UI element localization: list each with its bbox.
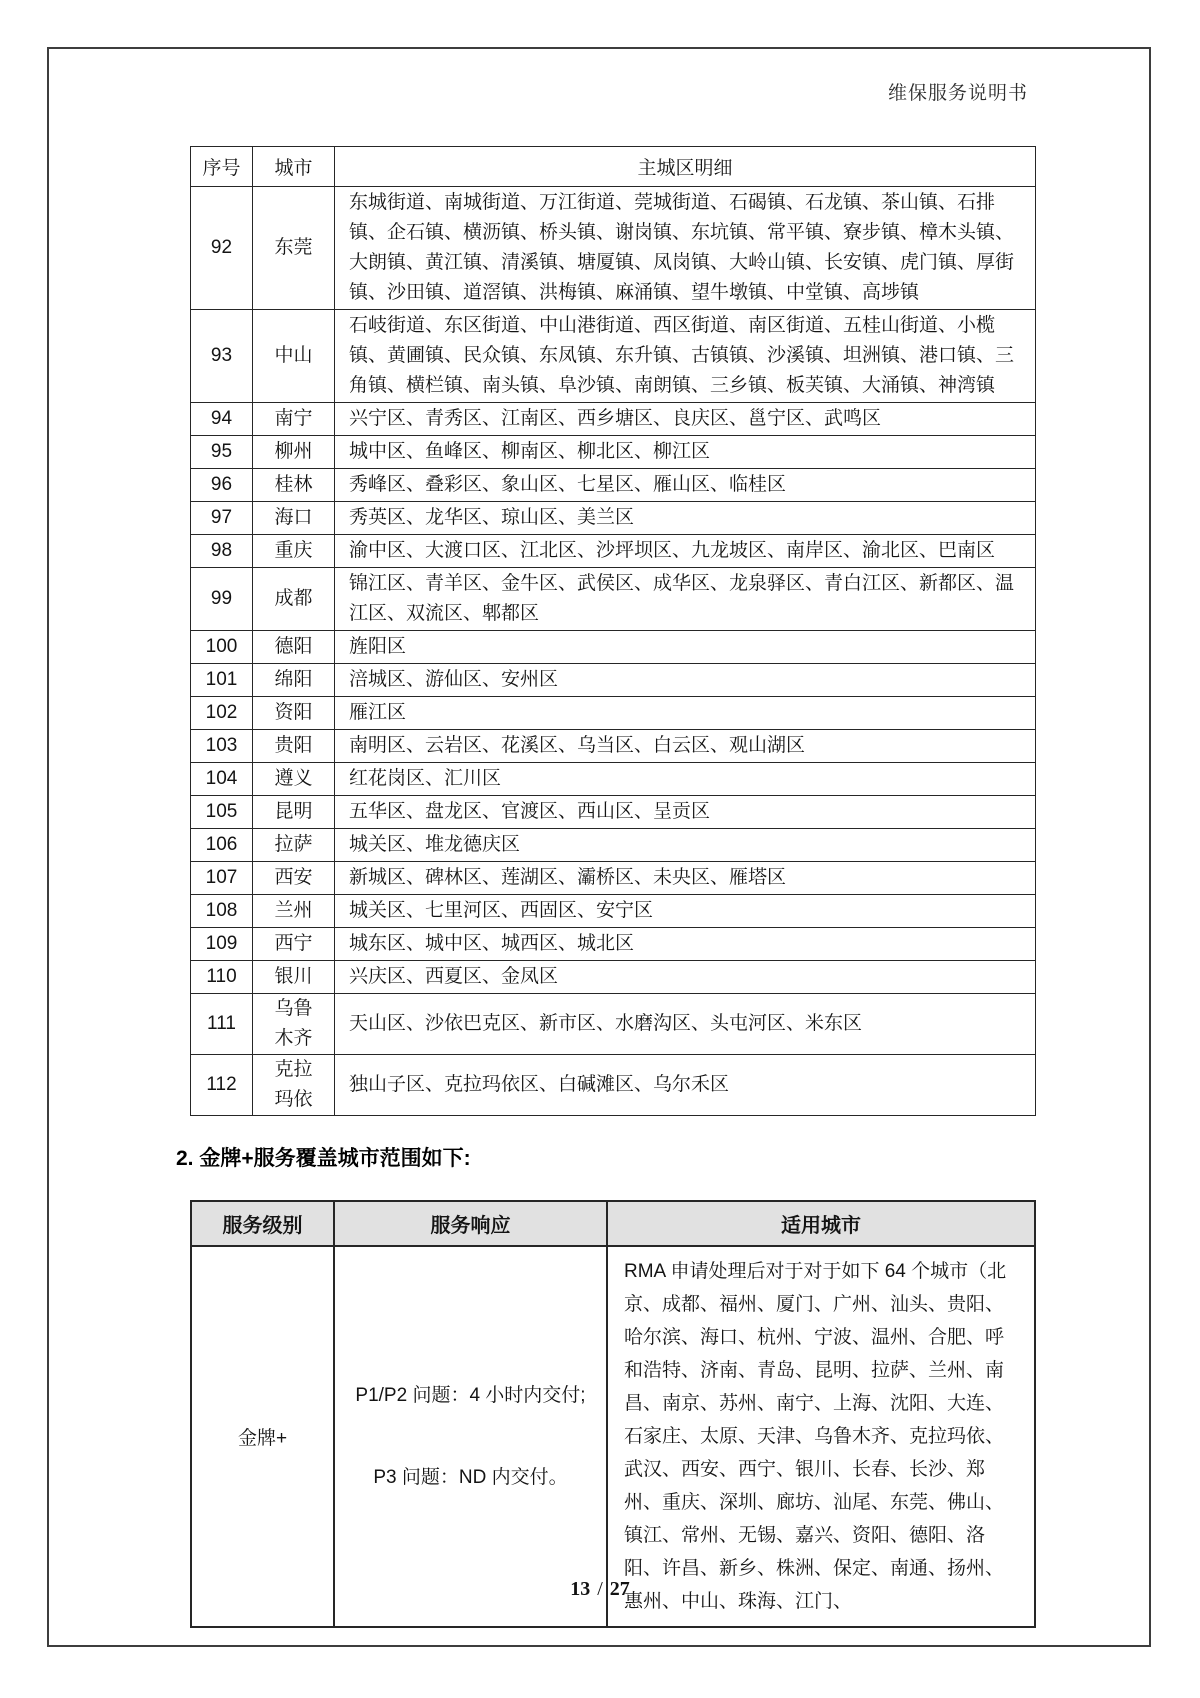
row-city: 西安: [253, 862, 335, 895]
city-table-header-row: [191, 147, 1036, 187]
row-city: 德阳: [253, 631, 335, 664]
row-districts: 兴庆区、西夏区、金凤区: [335, 961, 1036, 994]
row-districts: 锦江区、青羊区、金牛区、武侯区、成华区、龙泉驿区、青白江区、新都区、温江区、双流区、郫都区: [335, 568, 1036, 631]
row-city: 贵阳: [253, 730, 335, 763]
row-number: 101: [191, 664, 253, 697]
document-header: [190, 82, 1036, 106]
page-content: [176, 146, 1036, 1628]
table-row: [191, 403, 1036, 436]
row-number: 105: [191, 796, 253, 829]
table-row: [191, 730, 1036, 763]
table-row: [191, 568, 1036, 631]
service-level-cell: 金牌+: [191, 1246, 334, 1627]
row-districts: 天山区、沙依巴克区、新市区、水磨沟区、头屯河区、米东区: [335, 994, 1036, 1055]
row-districts: 雁江区: [335, 697, 1036, 730]
row-districts: 秀英区、龙华区、琼山区、美兰区: [335, 502, 1036, 535]
table-row: [191, 961, 1036, 994]
row-number: 109: [191, 928, 253, 961]
row-city: 遵义: [253, 763, 335, 796]
row-city: 海口: [253, 502, 335, 535]
row-city: 克拉玛依: [253, 1055, 335, 1116]
row-city: 重庆: [253, 535, 335, 568]
row-city: 资阳: [253, 697, 335, 730]
row-number: 95: [191, 436, 253, 469]
table-row: [191, 763, 1036, 796]
applicable-cities-cell: RMA 申请处理后对于对于如下 64 个城市（北京、成都、福州、厦门、广州、汕头、贵阳、哈尔滨、海口、杭州、宁波、温州、合肥、呼和浩特、济南、青岛、昆明、拉萨、兰州、南昌、南京、苏州、南宁、上海、沈阳、大连、石家庄、太原、天津、乌鲁木齐、克拉玛依、武汉、西安、西宁、银川、长春、长沙、郑州、重庆、深圳、廊坊、汕尾、东莞、佛山、镇江、常州、无锡、嘉兴、资阳、德阳、洛阳、许昌、新乡、株洲、保定、南通、扬州、惠州、中山、珠海、江门、: [607, 1246, 1035, 1627]
row-city: 成都: [253, 568, 335, 631]
row-city: 兰州: [253, 895, 335, 928]
row-city: 东莞: [253, 187, 335, 310]
row-districts: 城关区、七里河区、西固区、安宁区: [335, 895, 1036, 928]
table-row: [191, 1055, 1036, 1116]
row-number: 111: [191, 994, 253, 1055]
page-number-total: 27: [609, 1578, 630, 1600]
row-number: 98: [191, 535, 253, 568]
col-header-applicable-cities: 适用城市: [607, 1201, 1035, 1246]
header-title: 维保服务说明书: [887, 83, 1028, 104]
row-districts: 渝中区、大渡口区、江北区、沙坪坝区、九龙坡区、南岸区、渝北区、巴南区: [335, 535, 1036, 568]
response-line-1: P1/P2 问题：4 小时内交付;: [355, 1384, 586, 1406]
row-number: 103: [191, 730, 253, 763]
row-city: 银川: [253, 961, 335, 994]
row-districts: 涪城区、游仙区、安州区: [335, 664, 1036, 697]
row-number: 97: [191, 502, 253, 535]
page-number-separator: /: [597, 1578, 603, 1600]
row-city: 昆明: [253, 796, 335, 829]
row-number: 94: [191, 403, 253, 436]
table-row: [191, 436, 1036, 469]
row-districts: 旌阳区: [335, 631, 1036, 664]
row-districts: 五华区、盘龙区、官渡区、西山区、呈贡区: [335, 796, 1036, 829]
row-districts: 兴宁区、青秀区、江南区、西乡塘区、良庆区、邕宁区、武鸣区: [335, 403, 1036, 436]
table-row: [191, 994, 1036, 1055]
table-row: [191, 829, 1036, 862]
table-row: [191, 631, 1036, 664]
row-city: 乌鲁木齐: [253, 994, 335, 1055]
table-row: [191, 469, 1036, 502]
page-number-current: 13: [570, 1578, 591, 1600]
service-table-header-row: [191, 1201, 1035, 1246]
row-number: 92: [191, 187, 253, 310]
row-number: 110: [191, 961, 253, 994]
row-number: 112: [191, 1055, 253, 1116]
row-number: 104: [191, 763, 253, 796]
row-number: 99: [191, 568, 253, 631]
table-row: [191, 664, 1036, 697]
row-city: 拉萨: [253, 829, 335, 862]
city-table-body: [191, 187, 1036, 1116]
service-coverage-table: [190, 1200, 1036, 1628]
response-line-2: P3 问题：ND 内交付。: [373, 1466, 568, 1488]
row-city: 绵阳: [253, 664, 335, 697]
row-number: 108: [191, 895, 253, 928]
col-header-no: 序号: [191, 147, 253, 187]
row-city: 南宁: [253, 403, 335, 436]
row-districts: 东城街道、南城街道、万江街道、莞城街道、石碣镇、石龙镇、茶山镇、石排镇、企石镇、横沥镇、桥头镇、谢岗镇、东坑镇、常平镇、寮步镇、樟木头镇、大朗镇、黄江镇、清溪镇、塘厦镇、凤岗镇、大岭山镇、长安镇、虎门镇、厚街镇、沙田镇、道滘镇、洪梅镇、麻涌镇、望牛墩镇、中堂镇、高埗镇: [335, 187, 1036, 310]
table-row: [191, 895, 1036, 928]
row-districts: 城东区、城中区、城西区、城北区: [335, 928, 1036, 961]
col-header-city: 城市: [253, 147, 335, 187]
city-districts-table: [190, 146, 1036, 1116]
row-number: 96: [191, 469, 253, 502]
table-row: [191, 862, 1036, 895]
row-districts: 红花岗区、汇川区: [335, 763, 1036, 796]
row-city: 中山: [253, 310, 335, 403]
section-heading: 2. 金牌+服务覆盖城市范围如下:: [176, 1147, 471, 1170]
table-row: [191, 697, 1036, 730]
col-header-service-response: 服务响应: [334, 1201, 607, 1246]
row-districts: 新城区、碑林区、莲湖区、灞桥区、未央区、雁塔区: [335, 862, 1036, 895]
row-number: 93: [191, 310, 253, 403]
row-number: 106: [191, 829, 253, 862]
row-districts: 南明区、云岩区、花溪区、乌当区、白云区、观山湖区: [335, 730, 1036, 763]
row-city: 桂林: [253, 469, 335, 502]
row-number: 107: [191, 862, 253, 895]
row-number: 100: [191, 631, 253, 664]
row-number: 102: [191, 697, 253, 730]
service-response-cell: [334, 1246, 607, 1627]
table-row: [191, 535, 1036, 568]
row-districts: 石岐街道、东区街道、中山港街道、西区街道、南区街道、五桂山街道、小榄镇、黄圃镇、民众镇、东凤镇、东升镇、古镇镇、沙溪镇、坦洲镇、港口镇、三角镇、横栏镇、南头镇、阜沙镇、南朗镇、三乡镇、板芙镇、大涌镇、神湾镇: [335, 310, 1036, 403]
col-header-service-level: 服务级别: [191, 1201, 334, 1246]
table-row: [191, 502, 1036, 535]
table-row: [191, 928, 1036, 961]
row-city: 柳州: [253, 436, 335, 469]
table-row: [191, 187, 1036, 310]
row-districts: 秀峰区、叠彩区、象山区、七星区、雁山区、临桂区: [335, 469, 1036, 502]
table-row: [191, 310, 1036, 403]
col-header-districts: 主城区明细: [335, 147, 1036, 187]
row-districts: 城关区、堆龙德庆区: [335, 829, 1036, 862]
row-districts: 独山子区、克拉玛依区、白碱滩区、乌尔禾区: [335, 1055, 1036, 1116]
page-footer: [0, 1578, 1200, 1601]
row-districts: 城中区、鱼峰区、柳南区、柳北区、柳江区: [335, 436, 1036, 469]
service-row: [191, 1246, 1035, 1627]
table-row: [191, 796, 1036, 829]
row-city: 西宁: [253, 928, 335, 961]
